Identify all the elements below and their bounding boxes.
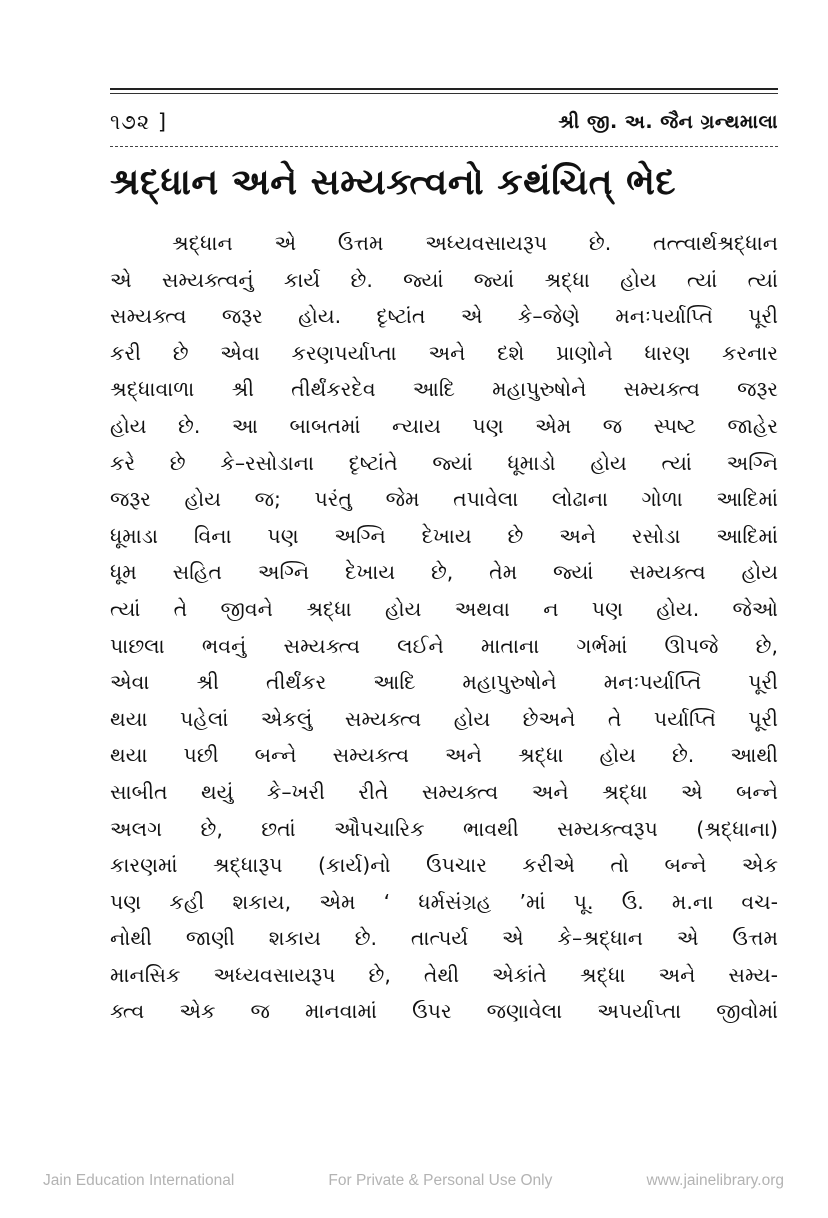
text-line: હોય છે. આ બાબતમાં ન્યાય પણ એમ જ સ્પષ્ટ જાહેર <box>110 413 778 438</box>
text-line: પાછલા ભવનું સમ્યક્ત્વ લઈને માતાના ગર્ભમાં ઊપજે છે, <box>110 633 778 658</box>
watermark-footer <box>0 1172 828 1190</box>
chapter-title: શ્રદ્ધાન અને સમ્યક્ત્વનો કથંચિત્ ભેદ <box>110 162 676 203</box>
page-number: ૧૭૨ ] <box>110 109 168 134</box>
text-line: ધૂમાડા વિના પણ અગ્નિ દેખાય છે અને રસોડા આદિમાં <box>110 523 778 548</box>
footer-website-link[interactable]: www.jainelibrary.org <box>646 1172 784 1189</box>
header-double-rule-bottom <box>110 93 778 94</box>
text-line: ધૂમ સહિત અગ્નિ દેખાય છે, તેમ જ્યાં સમ્યક્ત્વ હોય <box>110 560 778 585</box>
text-line: ક્ત્વ એક જ માનવામાં ઉપર જણાવેલા અપર્યાપ્તા જીવોમાં <box>110 999 778 1024</box>
text-line: થયા પછી બન્ને સમ્યક્ત્વ અને શ્રદ્ધા હોય છે. આથી <box>110 743 778 768</box>
header-double-rule-top <box>110 88 778 90</box>
text-line: કારણમાં શ્રદ્ધારૂપ (કાર્ય)નો ઉપચાર કરીએ તો બન્ને એક <box>110 853 778 878</box>
text-line: સાબીત થયું કે–ખરી રીતે સમ્યક્ત્વ અને શ્રદ્ધા એ બન્ને <box>110 779 778 804</box>
text-line: ત્યાં તે જીવને શ્રદ્ધા હોય અથવા ન પણ હોય. જેઓ <box>110 596 778 621</box>
text-line: અલગ છે, છતાં ઔપચારિક ભાવથી સમ્યક્ત્વરૂપ (શ્રદ્ધાના) <box>110 816 778 841</box>
text-line: સમ્યક્ત્વ જરૂર હોય. દૃષ્ટાંત એ કે–જેણે મનઃપર્યાપ્તિ પૂરી <box>110 304 778 329</box>
running-head <box>110 104 778 140</box>
text-line: નોથી જાણી શકાય છે. તાત્પર્ય એ કે–શ્રદ્ધાન એ ઉત્તમ <box>110 926 778 951</box>
text-line: થયા પહેલાં એકલું સમ્યક્ત્વ હોય છેઅને તે પર્યાપ્તિ પૂરી <box>110 706 778 731</box>
footer-usage-note: For Private & Personal Use Only <box>328 1172 553 1189</box>
text-line: એ સમ્યક્ત્વનું કાર્ય છે. જ્યાં જ્યાં શ્રદ્ધા હોય ત્યાં ત્યાં <box>110 267 778 292</box>
text-line: કરે છે કે–રસોડાના દૃષ્ટાંતે જ્યાં ધૂમાડો હોય ત્યાં અગ્નિ <box>110 450 778 475</box>
text-line: કરી છે એવા કરણપર્યાપ્તા અને દશે પ્રાણોને ધારણ કરનાર <box>110 340 778 365</box>
text-line: પણ કહી શકાય, એમ ‘ ધર્મસંગ્રહ ’માં પૂ. ઉ. મ.ના વચ- <box>110 889 778 914</box>
text-line: શ્રદ્ધાવાળા શ્રી તીર્થંકરદેવ આદિ મહાપુરુષોને સમ્યક્ત્વ જરૂર <box>110 377 778 402</box>
document-page <box>110 88 778 1030</box>
footer-publisher: Jain Education International <box>43 1172 235 1189</box>
text-line: જરૂર હોય જ; પરંતુ જેમ તપાવેલા લોઢાના ગોળા આદિમાં <box>110 487 778 512</box>
body-paragraph <box>110 225 778 1030</box>
header-divider <box>110 146 778 147</box>
text-line: શ્રદ્ધાન એ ઉત્તમ અધ્યવસાયરૂપ છે. તત્ત્વાર્થશ્રદ્ધાન <box>172 231 778 255</box>
text-line: એવા શ્રી તીર્થંકર આદિ મહાપુરુષોને મનઃપર્યાપ્તિ પૂરી <box>110 670 778 695</box>
text-line: માનસિક અધ્યવસાયરૂપ છે, તેથી એકાંતે શ્રદ્ધા અને સમ્ય- <box>110 962 778 987</box>
series-title: શ્રી જી. અ. જૈન ગ્રન્થમાલા <box>558 111 778 133</box>
